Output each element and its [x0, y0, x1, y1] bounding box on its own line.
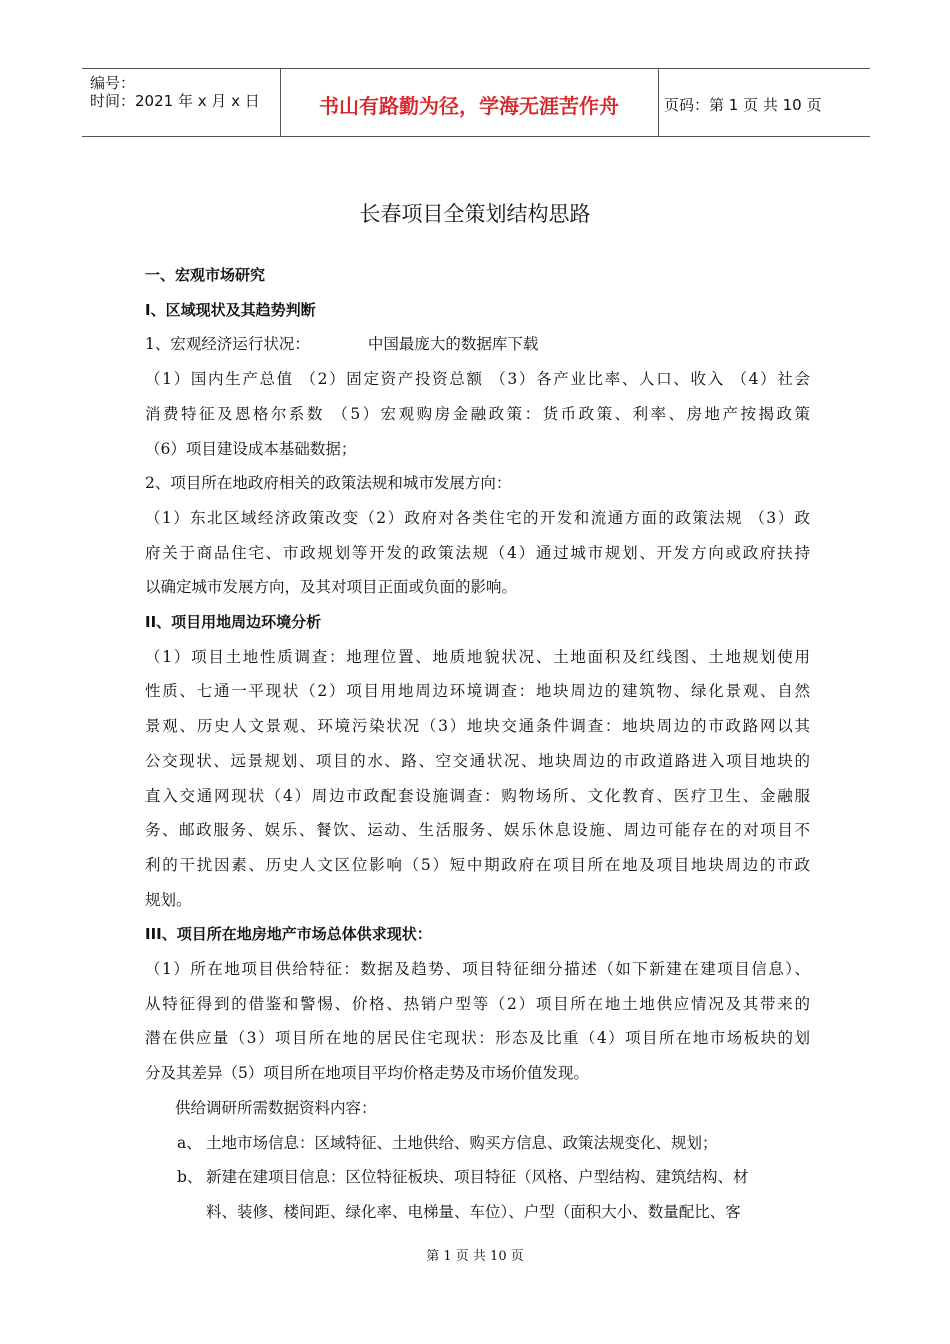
section-heading-macro-market: 一、宏观市场研究 [145, 266, 266, 284]
list-item-continuation: 料、装修、楼间距、绿化率、电梯量、车位）、户型（面积大小、数量配比、客 [206, 1202, 741, 1221]
paragraph-line: 以确定城市发展方向，及其对项目正面或负面的影响。 [145, 578, 518, 597]
document-time-label: 时间：2021 年 x 月 x 日 [90, 92, 260, 110]
item-macro-economy [145, 327, 810, 362]
paragraph-line: 性质、七通一平现状（2）项目用地周边环境调查：地块周边的建筑物、绿化景观、自然 [145, 682, 810, 701]
paragraph-line: 从特征得到的借鉴和警惕、价格、热销户型等（2）项目所在地土地供应情况及其带来的 [145, 994, 810, 1013]
list-item [145, 1160, 810, 1195]
header-page-info: 页码：第 1 页 共 10 页 [664, 96, 822, 114]
item-policy-label: 2、项目所在地政府相关的政策法规和城市发展方向： [145, 474, 512, 493]
list-item-text: 土地市场信息：区域特征、土地供给、购买方信息、政策法规变化、规划； [206, 1133, 718, 1152]
subsection-heading-regional-status: I、区域现状及其趋势判断 [145, 300, 316, 319]
paragraph-line: 消费特征及恩格尔系数 （5）宏观购房金融政策：货币政策、利率、房地产按揭政策 [145, 404, 810, 423]
paragraph-line: （1）项目土地性质调查：地理位置、地质地貌状况、土地面积及红线图、土地规划使用 [145, 647, 810, 666]
paragraph-line: 务、邮政服务、娱乐、餐饮、运动、生活服务、娱乐休息设施、周边可能存在的对项目不 [145, 821, 810, 840]
paragraph-line: （1）东北区域经济政策改变（2）政府对各类住宅的开发和流通方面的政策法规 （3）政 [145, 508, 810, 527]
header-top-rule [82, 68, 870, 69]
header-motto: 书山有路勤为径，学海无涯苦作舟 [319, 94, 619, 118]
header-divider-left [280, 68, 281, 136]
paragraph-line: （1）所在地项目供给特征：数据及趋势、项目特征细分描述（如下新建在建项目信息）、 [145, 960, 810, 979]
paragraph-line: 公交现状、远景规划、项目的水、路、空交通状况、地块周边的市政道路进入项目地块的 [145, 751, 810, 770]
paragraph-line: 利的干扰因素、历史人文区位影响（5）短中期政府在项目所在地及项目地块周边的市政 [145, 855, 810, 874]
document-body [145, 258, 810, 1230]
list-marker: a、 [177, 1133, 202, 1152]
paragraph-line: （6）项目建设成本基础数据； [145, 439, 357, 458]
supply-data-intro: 供给调研所需数据资料内容： [175, 1098, 377, 1117]
header-divider-right [658, 68, 659, 136]
subsection-heading-site-environment: II、项目用地周边环境分析 [145, 613, 322, 632]
item-macro-economy-note: 中国最庞大的数据库下载 [367, 335, 539, 354]
subsection-heading-supply-demand: III、项目所在地房地产市场总体供求现状： [145, 925, 432, 944]
item-macro-economy-label: 1、宏观经济运行状况： [145, 335, 310, 354]
paragraph-line: 分及其差异（5）项目所在地项目平均价格走势及市场价值发现。 [145, 1064, 589, 1083]
list-item-text: 新建在建项目信息：区位特征板块、项目特征（风格、户型结构、建筑结构、材 [206, 1168, 749, 1187]
paragraph-line: 规划。 [145, 890, 192, 909]
page-footer: 第 1 页 共 10 页 [426, 1249, 524, 1264]
header-bottom-rule [82, 136, 870, 137]
paragraph-line: 府关于商品住宅、市政规划等开发的政策法规（4）通过城市规划、开发方向或政府扶持 [145, 543, 810, 562]
document-number-label: 编号： [90, 74, 136, 92]
paragraph-line: 景观、历史人文景观、环境污染状况（3）地块交通条件调查：地块周边的市政路网以其 [145, 717, 810, 736]
list-item [145, 1126, 810, 1161]
paragraph-line: 潜在供应量（3）项目所在地的居民住宅现状：形态及比重（4）项目所在地市场板块的划 [145, 1029, 810, 1048]
paragraph-line: 直入交通网现状（4）周边市政配套设施调查：购物场所、文化教育、医疗卫生、金融服 [145, 786, 810, 805]
list-marker: b、 [177, 1168, 203, 1187]
paragraph-line: （1）国内生产总值 （2）固定资产投资总额 （3）各产业比率、人口、收入 （4）社会 [145, 370, 810, 389]
document-title: 长春项目全策划结构思路 [359, 202, 591, 226]
